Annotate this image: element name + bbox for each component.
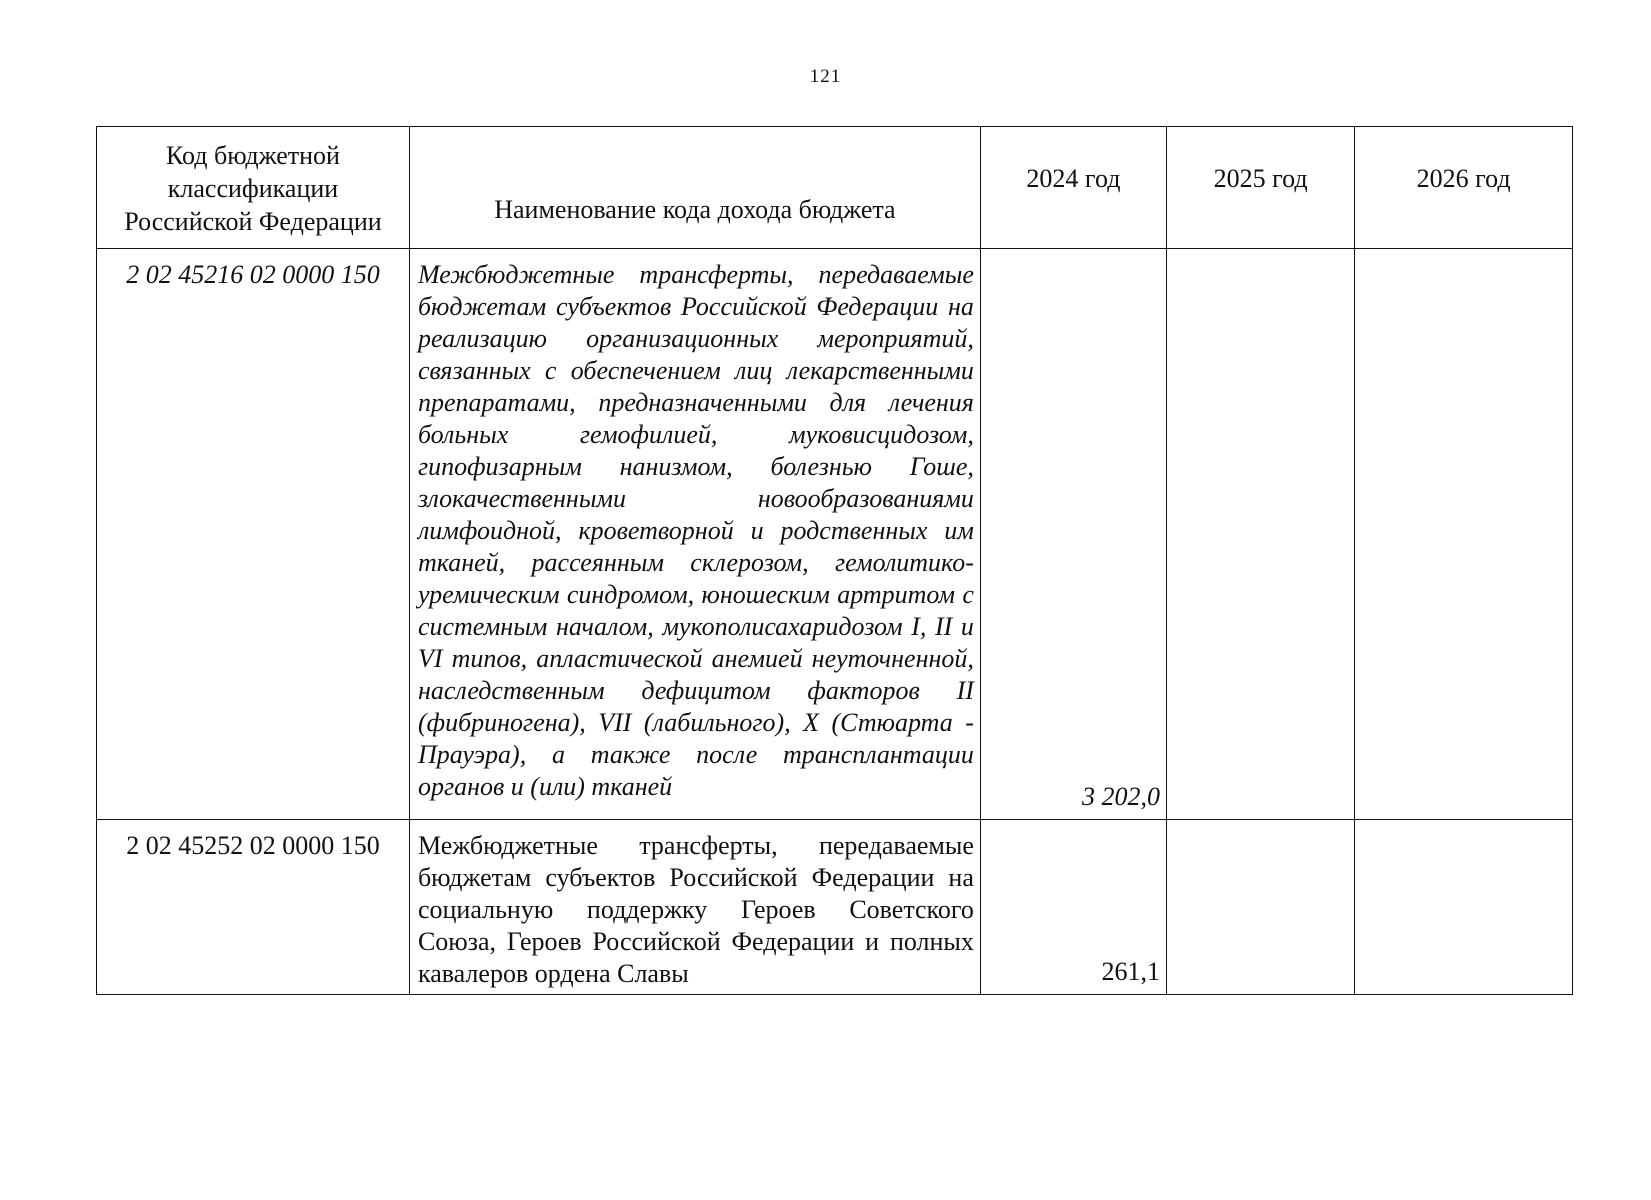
header-year-2025 [1166, 127, 1354, 249]
header-year-2024-label: 2024 год [1026, 164, 1121, 193]
row-name: Межбюджетные трансферты, передаваемые бюджетам субъектов Российской Федерации на реализацию организационных мероприятий, связанных с обеспечением лиц лекарственными препаратами, предназначенными для лечения больных гемофилией, муковисцидозом, гипофизарным нанизмом, болезнью Гоше, злокачественными новообразованиями лимфоидной, кроветворной и родственных им тканей, рассеянным склерозом, гемолитико-уремическим синдромом, юношеским артритом с системным началом, мукополисахаридозом I, II и VI типов, апластической анемией неуточненной, наследственным дефицитом факторов II (фибриногена), VII (лабильного), X (Стюарта - Прауэра), а также после трансплантации органов и (или) тканей [409, 249, 980, 820]
header-code: Код бюджетной классификации Российской Федерации [97, 127, 410, 249]
table-header-row [97, 127, 1573, 249]
header-name: Наименование кода дохода бюджета [409, 127, 980, 249]
row-value-2026 [1355, 820, 1573, 995]
page-number: 121 [809, 66, 842, 87]
header-year-2024 [980, 127, 1166, 249]
header-year-2026-label: 2026 год [1416, 164, 1511, 193]
row-value-2025 [1166, 249, 1354, 820]
row-name: Межбюджетные трансферты, передаваемые бюджетам субъектов Российской Федерации на социальную поддержку Героев Советского Союза, Героев Российской Федерации и полных кавалеров ордена Славы [409, 820, 980, 995]
row-value-2024: 261,1 [980, 820, 1166, 995]
row-code: 2 02 45216 02 0000 150 [97, 249, 410, 820]
row-value-2026 [1355, 249, 1573, 820]
row-code: 2 02 45252 02 0000 150 [97, 820, 410, 995]
header-year-2026 [1355, 127, 1573, 249]
table-row [97, 249, 1573, 820]
row-value-2025 [1166, 820, 1354, 995]
table-row [97, 820, 1573, 995]
header-year-2025-label: 2025 год [1213, 164, 1308, 193]
budget-income-table [96, 126, 1573, 995]
row-value-2024: 3 202,0 [980, 249, 1166, 820]
